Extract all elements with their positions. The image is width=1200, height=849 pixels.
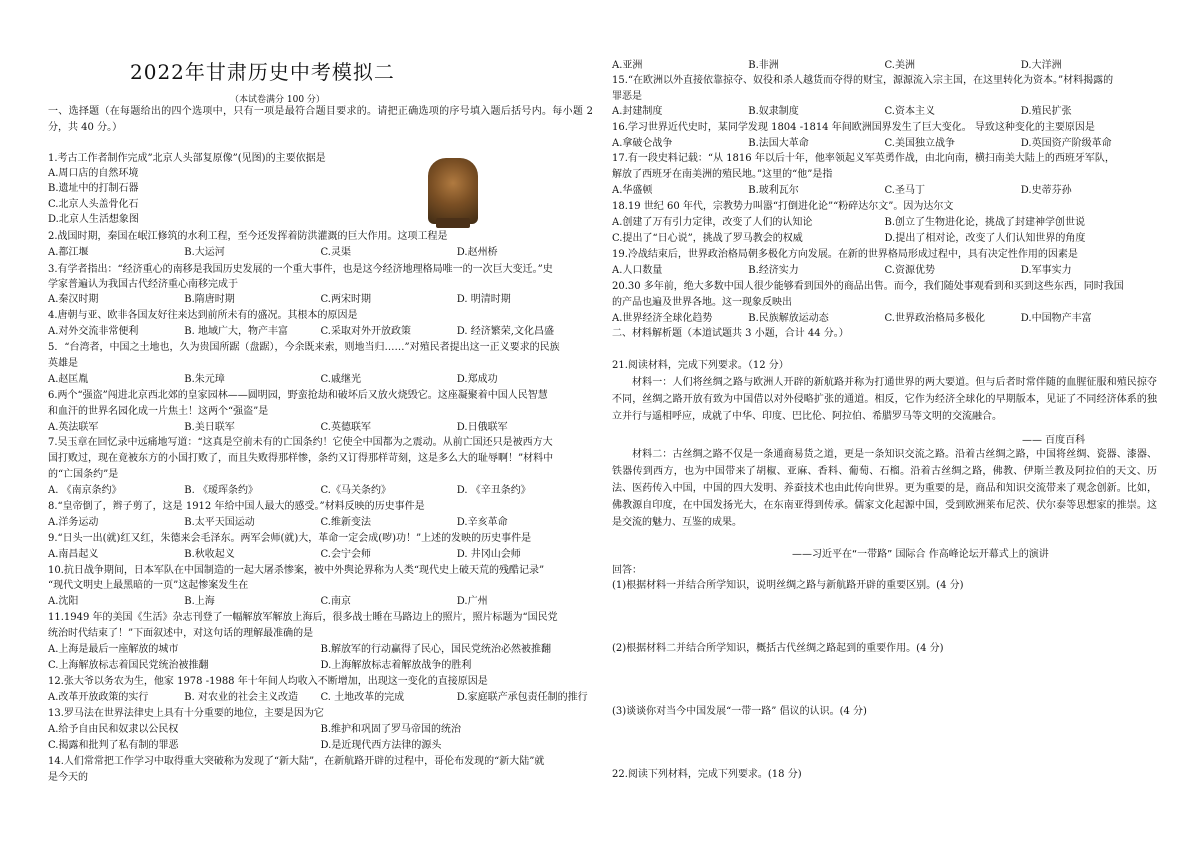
q17-stem-line1: 17.有一段史料记载：“从 1816 年以后十年，他率领起义军英勇作战，由北向南，横扫南美大陆上的西班牙军队，: [612, 153, 1115, 164]
q12-option-b: B. 对农业的社会主义改造: [184, 692, 298, 703]
q20-option-c: C.世界政治格局多极化: [884, 313, 985, 324]
q8-stem: 8.“皇帝倒了，辫子剪了，这是 1912 年给中国人最大的感受。”材料反映的历史事件是: [48, 501, 425, 512]
q6-option-d: D.日俄联军: [456, 422, 508, 433]
q1-stem: 1.考古工作者制作完成”北京人头部复原像”(见图)的主要依据是: [48, 153, 326, 164]
q14-option-c: C.美洲: [884, 60, 915, 71]
q21-part-3: (3)谈谈你对当今中国发展“一带一路” 倡议的认识。(4 分): [612, 706, 867, 717]
q12-stem: 12.张大爷以务农为生，他家 1978 -1988 年十年间人均收入不断增加，出现这一变化的直接原因是: [48, 676, 488, 687]
q15-stem-line1: 15.“在欧洲以外直接依靠掠夺、奴役和杀人越货而夺得的财宝，源源流入宗主国，在这里转化为资本。”材料揭露的: [612, 75, 1114, 86]
q7-option-c: C.《马关条约》: [320, 485, 391, 496]
q5-stem-line1: 5．“台湾者，中国之土地也，久为贵国所踞（盘踞），今余既来索，则地当归……”对殖民者提出这一正义要求的民族: [48, 342, 560, 353]
q11-options-row2: [48, 660, 593, 672]
q8-option-a: A.洋务运动: [48, 517, 99, 528]
q4-option-b: B. 地域广大，物产丰富: [184, 326, 288, 337]
q4-option-d: D. 经济繁荣,文化昌盛: [456, 326, 554, 337]
q13-option-b: B.维护和巩固了罗马帝国的统治: [320, 724, 462, 735]
q20-options: [612, 313, 1157, 325]
q15-option-c: C.资本主义: [884, 106, 935, 117]
q18-option-a: A.创建了万有引力定律，改变了人们的认知论: [612, 217, 813, 228]
q21-material-2-source: ——习近平在“一带路” 国际合 作高峰论坛开幕式上的演讲: [792, 549, 1049, 560]
q13-option-a: A.给予自由民和奴隶以公民权: [48, 724, 179, 735]
q9-option-d: D. 井冈山会师: [456, 549, 521, 560]
q11-stem-line1: 11.1949 年的美国《生活》杂志刊登了一幅解放军解放上海后，很多战士睡在马路边上的照片，照片标题为“国民党: [48, 612, 558, 623]
q16-stem: 16.学习世界近代史时，某同学发现 1804 -1814 年间欧洲国界发生了巨大变化。 导致这种变化的主要原因是: [612, 122, 1095, 133]
q13-option-c: C.揭露和批判了私有制的罪恶: [48, 740, 179, 751]
q12-options: [48, 692, 593, 704]
q15-option-a: A.封建制度: [612, 106, 663, 117]
q21-material-1: 材料一：人们将丝绸之路与欧洲人开辟的新航路并称为打通世界的两大要道。但与后者时常伴随的血腥征服和殖民掠夺不同，丝绸之路开放有致为中国借以对外侵略扩张的通道。相反，它作为经济全球化的早期版本，见证了不同经济体系的独立并行与遥相呼应，成就了中华、印度、巴比伦、阿拉伯、希腊罗马等文明的交流融合。: [612, 377, 1157, 422]
q9-option-c: C.会宁会师: [320, 549, 371, 560]
q9-option-b: B.秋收起义: [184, 549, 235, 560]
q3-options: [48, 294, 593, 306]
q16-option-b: B.法国大革命: [748, 138, 809, 149]
q20-option-a: A.世界经济全球化趋势: [612, 313, 713, 324]
q14-option-d: D.大洋洲: [1020, 60, 1062, 71]
q18-options-row1: [612, 217, 1157, 229]
q15-option-b: B.奴隶制度: [748, 106, 799, 117]
q9-stem: 9.“日头一出(就)红又红，朱德来会毛泽东。两军会师(就)大，革命一定会成(哕)功！”上述的发映的历史事件是: [48, 533, 532, 544]
q13-options-row2: [48, 740, 593, 752]
q16-options: [612, 138, 1157, 150]
q5-options: [48, 374, 593, 386]
q8-option-c: C.维新变法: [320, 517, 371, 528]
q11-option-b: B.解放军的行动赢得了民心，国民党统治必然被推翻: [320, 644, 552, 655]
q14-stem-line1: 14.人们常常把工作学习中取得重大突破称为发现了“新大陆”，在新航路开辟的过程中，哥伦布发现的“新大陆”就: [48, 756, 545, 767]
q2-option-a: A.都江堰: [48, 247, 89, 258]
q6-option-c: C.英德联军: [320, 422, 371, 433]
q20-stem-line2: 的产品也遍及世界各地。这一现象反映出: [612, 297, 792, 308]
q15-stem-line2: 罪恶是: [612, 91, 642, 102]
q7-stem-line2: 国打败过，现在竟被东方的小国打败了，而且失败得那样惨，条约又订得那样苛刻，这是多么大的耻辱啊！”材料中: [48, 453, 554, 464]
page-subtitle: （本试卷满分 100 分）: [230, 95, 325, 105]
q6-option-b: B.美日联军: [184, 422, 235, 433]
q18-option-c: C.提出了“日心说”，挑战了罗马教会的权威: [612, 233, 803, 244]
q10-stem-line2: “现代文明史上最黑暗的一页”这起惨案发生在: [48, 580, 249, 591]
q1-option-a: A.周口店的自然环境: [48, 168, 139, 179]
q6-stem-line2: 和血汗的世界名园化成一片焦土！这两个“强盗”是: [48, 406, 269, 417]
q17-stem-line2: 解放了西班牙在南美洲的殖民地。”这里的“他”是指: [612, 169, 833, 180]
q18-options-row2: [612, 233, 1157, 245]
q10-stem-line1: 10.抗日战争期间，日本军队在中国制造的一起大屠杀惨案，被中外舆论界称为人类“现代史上破天荒的残酷记录”: [48, 565, 545, 576]
q2-option-d: D.赵州桥: [456, 247, 498, 258]
q3-stem-line2: 学家普遍认为我国古代经济重心南移完成于: [48, 279, 238, 290]
q20-stem-line1: 20.30 多年前，绝大多数中国人很少能够看到国外的商品出售。而今，我们随处事观看到和买到这些东西，同时我国: [612, 281, 1124, 292]
peking-man-bust-image: [428, 158, 478, 224]
q22-stem: 22.阅读下列材料，完成下列要求。(18 分): [612, 769, 802, 780]
q18-stem: 18.19 世纪 60 年代，宗教势力叫嚣“打倒进化论”“粉碎达尔文”。因为达尔文: [612, 201, 954, 212]
q11-option-a: A.上海是最后一座解放的城市: [48, 644, 179, 655]
q20-option-b: B.民族解放运动态: [748, 313, 829, 324]
q14-stem-line2: 是今天的: [48, 772, 88, 783]
q4-option-c: C.采取对外开放政策: [320, 326, 411, 337]
q19-option-d: D.军事实力: [1020, 265, 1072, 276]
q15-options: [612, 106, 1157, 118]
q13-stem: 13.罗马法在世界法律史上具有十分重要的地位，主要是因为它: [48, 708, 324, 719]
q9-options: [48, 549, 593, 561]
q2-stem: 2.战国时期，秦国在岷江修筑的水利工程，至今还发挥着防洪灌溉的巨大作用。这项工程是: [48, 231, 448, 242]
q12-option-c: C. 土地改革的完成: [320, 692, 405, 703]
q18-option-d: D.提出了相对论，改变了人们认知世界的角度: [884, 233, 1086, 244]
q7-option-b: B. 《瑷珲条约》: [184, 485, 258, 496]
q17-option-c: C.圣马丁: [884, 185, 925, 196]
q7-stem-line3: 的“亡国条约”是: [48, 469, 119, 480]
q21-answer-label: 回答：: [612, 565, 642, 576]
q13-options-row1: [48, 724, 593, 736]
q19-option-a: A.人口数量: [612, 265, 663, 276]
q21-part-1: (1)根据材料一并结合所学知识，说明丝绸之路与新航路开辟的重要区别。(4 分): [612, 580, 964, 591]
q2-option-c: C.灵渠: [320, 247, 351, 258]
q7-option-a: A. 《南京条约》: [48, 485, 122, 496]
q11-option-c: C.上海解放标志着国民党统治被推翻: [48, 660, 209, 671]
q10-option-a: A.沈阳: [48, 596, 79, 607]
q3-option-d: D. 明清时期: [456, 294, 511, 305]
q21-material-1-source: —— 百度百科: [1022, 435, 1086, 446]
q11-stem-line2: 统治时代结束了！”下面叙述中，对这句话的理解最准确的是: [48, 628, 314, 639]
q2-option-b: B.大运河: [184, 247, 225, 258]
q17-options: [612, 185, 1157, 197]
q16-option-c: C.美国独立战争: [884, 138, 955, 149]
q17-option-d: D.史蒂芬孙: [1020, 185, 1072, 196]
q10-option-d: D.广州: [456, 596, 488, 607]
q3-option-a: A.秦汉时期: [48, 294, 99, 305]
q6-stem-line1: 6.两个“强盗”闯进北京西北郊的皇家园林——圆明园，野蛮抢劫和破坏后又放火烧毁它。这座凝聚着中国人民智慧: [48, 390, 548, 401]
q10-options: [48, 596, 593, 608]
q11-option-d: D.上海解放标志着解放战争的胜利: [320, 660, 472, 671]
q19-option-c: C.资源优势: [884, 265, 935, 276]
q7-option-d: D. 《辛丑条约》: [456, 485, 531, 496]
q17-option-a: A.华盛顿: [612, 185, 653, 196]
q7-options: [48, 485, 593, 497]
section2-heading: 二、材料解析题（本道试题共 3 小题，合计 44 分。）: [612, 328, 849, 339]
q16-option-a: A.拿破仑战争: [612, 138, 673, 149]
section1-heading: 一、选择题（在每题给出的四个选项中，只有一项是最符合题目要求的。请把正确选项的序号填入题后括号内。每小题 2 分，共 40 分。）: [48, 106, 593, 133]
q3-option-c: C.两宋时期: [320, 294, 371, 305]
q5-option-c: C.戚继光: [320, 374, 361, 385]
q10-option-c: C.南京: [320, 596, 351, 607]
q9-option-a: A.南昌起义: [48, 549, 99, 560]
q6-options: [48, 422, 593, 434]
q19-option-b: B.经济实力: [748, 265, 799, 276]
q5-option-b: B.朱元璋: [184, 374, 225, 385]
q14-option-b: B.非洲: [748, 60, 779, 71]
q5-stem-line2: 英雄是: [48, 358, 78, 369]
q7-stem-line1: 7.吴玉章在回忆录中远痛地写道：“这真是空前未有的亡国条约！它使全中国都为之震动。从前亡国还只是被西方大: [48, 437, 553, 448]
q21-material-2: 材料二：古丝绸之路不仅是一条通商易货之道，更是一条知识交流之路。沿着古丝绸之路，中国将丝绸、瓷器、漆器、铁器传到西方，也为中国带来了胡椒、亚麻、香料、葡萄、石榴。沿着古丝绸之路，佛教、伊斯兰教及阿拉伯的天文、历法、医药传入中国，中国的四大发明、养蚕技术也由此传向世界。更为重要的是，商品和知识交流带来了观念创新。比如，佛教源自印度，在中国发扬光大，在东南亚得到传承。儒家文化起源中国，受到欧洲莱布尼茨、伏尔泰等思想家的推崇。这是交流的魅力、互鉴的成果。: [612, 449, 1157, 528]
q10-option-b: B.上海: [184, 596, 215, 607]
q1-option-b: B.遗址中的打制石器: [48, 183, 139, 194]
q21-part-2: (2)根据材料二并结合所学知识，概括古代丝绸之路起到的重要作用。(4 分): [612, 643, 944, 654]
q8-option-d: D.辛亥革命: [456, 517, 508, 528]
q6-option-a: A.英法联军: [48, 422, 99, 433]
q15-option-d: D.殖民扩张: [1020, 106, 1072, 117]
q19-stem: 19.冷战结束后，世界政治格局朝多极化方向发展。在新的世界格局形成过程中，具有决定性作用的因素是: [612, 249, 1078, 260]
q2-options: [48, 247, 593, 259]
q8-option-b: B.太平天国运动: [184, 517, 255, 528]
page-title: 2022年甘肃历史中考模拟二: [130, 60, 395, 84]
q3-stem-line1: 3.有学者指出：“经济重心的南移是我国历史发展的一个重大事件，也是这今经济地理格局唯一的一次巨大变迁。”史: [48, 264, 553, 275]
q12-option-a: A.改革开放政策的实行: [48, 692, 149, 703]
q16-option-d: D.英国资产阶级革命: [1020, 138, 1112, 149]
q4-option-a: A.对外交流非常便利: [48, 326, 139, 337]
q18-option-b: B.创立了生物进化论，挑战了封建神学创世说: [884, 217, 1086, 228]
q14-option-a: A.亚洲: [612, 60, 643, 71]
q5-option-a: A.赵匡胤: [48, 374, 89, 385]
q4-options: [48, 326, 593, 338]
q17-option-b: B.玻利瓦尔: [748, 185, 799, 196]
q19-options: [612, 265, 1157, 277]
q1-option-c: C.北京人头盖骨化石: [48, 199, 139, 210]
q4-stem: 4.唐朝与亚、欧非各国友好往来达到前所未有的盛况。其根本的原因是: [48, 310, 358, 321]
q5-option-d: D.郑成功: [456, 374, 498, 385]
q1-option-d: D.北京人生活想象图: [48, 214, 139, 225]
q3-option-b: B.隋唐时期: [184, 294, 235, 305]
q20-option-d: D.中国物产丰富: [1020, 313, 1092, 324]
q13-option-d: D.是近现代西方法律的源头: [320, 740, 442, 751]
q12-option-d: D.家庭联产承包责任制的推行: [456, 692, 588, 703]
q8-options: [48, 517, 593, 529]
q14-options: [612, 60, 1157, 72]
q11-options-row1: [48, 644, 593, 656]
q21-stem: 21.阅读材料，完成下列要求。（12 分）: [612, 360, 789, 371]
